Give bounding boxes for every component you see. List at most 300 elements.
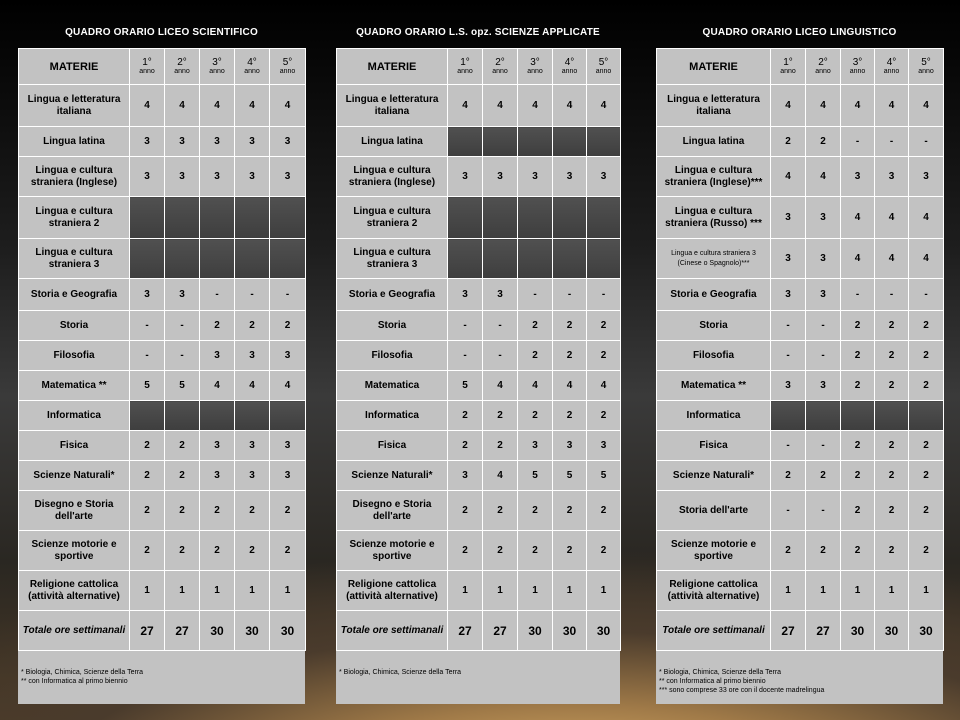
year-number: 5° [282,56,293,68]
hours-cell: 3 [806,279,841,311]
footnote: * Biologia, Chimica, Scienze della Terra [339,669,462,676]
hours-cell: 2 [553,491,587,531]
hours-cell: 3 [200,127,235,157]
not-applicable-cell [165,197,200,239]
hours-cell: 2 [875,531,909,571]
footnotes [21,668,303,686]
hours-cell: 2 [130,431,165,461]
year-header-4 [553,49,587,85]
hours-cell: 2 [909,431,944,461]
hours-cell: - [841,127,875,157]
year-number: 3° [530,56,540,68]
subject-name: Lingua latina [337,127,448,157]
not-applicable-cell [165,401,200,431]
hours-cell: - [771,311,806,341]
timetable-sheet [18,48,305,704]
hours-cell: 3 [806,239,841,279]
subject-name: Filosofia [19,341,130,371]
hours-cell: 2 [518,311,553,341]
subject-row-scienze-naturali [657,461,944,491]
year-number: 2° [495,56,505,68]
hours-cell: 2 [165,461,200,491]
year-suffix: anno [457,67,473,75]
hours-cell: 4 [909,85,944,127]
hours-cell: - [806,431,841,461]
hours-cell: 4 [841,239,875,279]
hours-cell: 2 [875,431,909,461]
hours-cell: 1 [518,571,553,611]
hours-cell: - [483,311,518,341]
year-suffix: anno [595,67,612,75]
year-header-1 [771,49,806,85]
hours-cell: - [875,127,909,157]
total-hours-cell: 30 [200,611,235,651]
hours-cell: 4 [483,371,518,401]
hours-cell: 1 [165,571,200,611]
subject-name: Informatica [657,401,771,431]
hours-cell: 4 [270,85,306,127]
hours-cell: 2 [270,491,306,531]
hours-cell: 2 [200,531,235,571]
hours-cell: 2 [200,491,235,531]
subject-row-storia-dell-arte [657,491,944,531]
subject-name: Matematica [337,371,448,401]
hours-cell: - [270,279,306,311]
hours-cell: 2 [553,311,587,341]
hours-cell: 1 [771,571,806,611]
subject-name: Informatica [19,401,130,431]
hours-cell: 2 [841,311,875,341]
hours-cell: 3 [235,341,270,371]
hours-cell: 2 [448,431,483,461]
hours-cell: 3 [235,157,270,197]
hours-cell: 2 [483,401,518,431]
hours-cell: 3 [806,197,841,239]
year-number: 4° [247,56,257,68]
hours-cell: 4 [806,157,841,197]
subject-row-scienze-naturali [337,461,621,491]
hours-cell: 2 [518,491,553,531]
hours-cell: 4 [518,85,553,127]
year-header-2 [806,49,841,85]
year-header-2 [165,49,200,85]
subject-row-storia [337,311,621,341]
total-label: Totale ore settimanali [19,611,130,651]
hours-cell: 2 [235,531,270,571]
hours-cell: 4 [909,239,944,279]
year-suffix: anno [209,67,225,75]
hours-cell: 3 [483,279,518,311]
hours-cell: 2 [130,491,165,531]
hours-cell: 3 [200,157,235,197]
subject-row-scienze-motorie-e-sportive [19,531,306,571]
hours-cell: 3 [130,279,165,311]
hours-cell: 3 [200,341,235,371]
not-applicable-cell [518,197,553,239]
hours-cell: - [587,279,621,311]
subject-row-storia [657,311,944,341]
hours-cell: - [165,311,200,341]
hours-cell: 3 [235,127,270,157]
subject-name: Lingua latina [19,127,130,157]
not-applicable-cell [483,127,518,157]
schedule-block-1 [18,0,305,720]
hours-cell: 3 [771,371,806,401]
hours-cell: 3 [235,461,270,491]
hours-cell: 4 [270,371,306,401]
hours-cell: 5 [165,371,200,401]
subject-name: Storia dell'arte [657,491,771,531]
subject-name: Matematica ** [19,371,130,401]
hours-cell: 4 [841,197,875,239]
hours-cell: - [806,491,841,531]
subject-name: Lingua e letteratura italiana [19,85,130,127]
subject-row-lingua-e-cultura-straniera-inglese [19,157,306,197]
subject-row-matematica [657,371,944,401]
subject-row-filosofia [337,341,621,371]
total-hours-cell: 30 [553,611,587,651]
not-applicable-cell [483,197,518,239]
schedule-block-2 [336,0,620,720]
total-label: Totale ore settimanali [337,611,448,651]
table-title: QUADRO ORARIO L.S. opz. SCIENZE APPLICATE [356,27,600,38]
subject-row-filosofia [19,341,306,371]
hours-cell: 2 [130,461,165,491]
not-applicable-cell [270,239,306,279]
hours-cell: 3 [553,431,587,461]
subject-row-fisica [19,431,306,461]
hours-cell: 2 [875,341,909,371]
hours-cell: 4 [875,197,909,239]
year-suffix: anno [244,67,260,75]
not-applicable-cell [587,197,621,239]
hours-cell: 3 [587,431,621,461]
subject-row-filosofia [657,341,944,371]
subject-name: Storia e Geografia [657,279,771,311]
total-hours-cell: 27 [483,611,518,651]
hours-cell: 4 [875,85,909,127]
timetable [18,48,306,651]
hours-cell: - [909,279,944,311]
subject-row-religione-cattolica-attivita-alternative [657,571,944,611]
table-title: QUADRO ORARIO LICEO SCIENTIFICO [65,27,258,38]
hours-cell: 2 [270,311,306,341]
footnote: *** sono comprese 33 ore con il docente madrelingua [659,687,825,694]
hours-cell: 2 [553,341,587,371]
hours-cell: - [483,341,518,371]
hours-cell: - [130,341,165,371]
subject-row-informatica [657,401,944,431]
not-applicable-cell [875,401,909,431]
subject-name: Storia [657,311,771,341]
hours-cell: 4 [235,371,270,401]
hours-cell: 3 [518,157,553,197]
hours-cell: 5 [553,461,587,491]
hours-cell: 2 [448,531,483,571]
header-row [337,49,621,85]
hours-cell: 2 [771,461,806,491]
not-applicable-cell [587,239,621,279]
hours-cell: 3 [909,157,944,197]
hours-cell: 2 [518,401,553,431]
hours-cell: 1 [553,571,587,611]
year-suffix: anno [492,67,508,75]
total-row [657,611,944,651]
total-hours-cell: 30 [909,611,944,651]
hours-cell: - [200,279,235,311]
subject-row-religione-cattolica-attivita-alternative [337,571,621,611]
subject-row-storia-e-geografia [337,279,621,311]
hours-cell: 2 [909,491,944,531]
table-title: QUADRO ORARIO LICEO LINGUISTICO [702,27,897,38]
year-suffix: anno [527,67,543,75]
timetable-sheet [656,48,943,704]
not-applicable-cell [553,127,587,157]
hours-cell: 2 [909,531,944,571]
subject-row-lingua-e-cultura-straniera-3 [19,239,306,279]
total-hours-cell: 30 [875,611,909,651]
hours-cell: 5 [587,461,621,491]
hours-cell: 4 [875,239,909,279]
timetable [336,48,621,651]
not-applicable-cell [587,127,621,157]
total-hours-cell: 30 [235,611,270,651]
subject-name: Storia [19,311,130,341]
hours-cell: 2 [235,491,270,531]
hours-cell: - [518,279,553,311]
subject-row-fisica [657,431,944,461]
subject-name: Storia e Geografia [337,279,448,311]
subject-name: Lingua e cultura straniera 3 (Cinese o Spagnolo)*** [657,239,771,279]
hours-cell: 1 [875,571,909,611]
hours-cell: 2 [165,431,200,461]
hours-cell: 1 [587,571,621,611]
total-hours-cell: 30 [587,611,621,651]
year-header-1 [448,49,483,85]
hours-cell: 3 [270,127,306,157]
header-row [657,49,944,85]
hours-cell: - [771,431,806,461]
subject-name: Religione cattolica (attività alternative) [19,571,130,611]
subject-name: Fisica [337,431,448,461]
hours-cell: 2 [483,531,518,571]
hours-cell: 1 [909,571,944,611]
footnote: * Biologia, Chimica, Scienze della Terra [659,669,782,676]
hours-cell: 3 [165,279,200,311]
year-number: 5° [921,56,931,68]
hours-cell: 2 [841,461,875,491]
not-applicable-cell [130,197,165,239]
hours-cell: 3 [270,461,306,491]
year-header-1 [130,49,165,85]
hours-cell: 1 [200,571,235,611]
year-number: 3° [852,56,863,68]
hours-cell: 2 [875,461,909,491]
not-applicable-cell [448,197,483,239]
subject-column-header: MATERIE [19,49,130,85]
subject-name: Fisica [657,431,771,461]
subject-row-scienze-naturali [19,461,306,491]
hours-cell: 3 [270,431,306,461]
footnote: ** con Informatica al primo biennio [21,678,128,685]
hours-cell: 4 [483,85,518,127]
hours-cell: 4 [448,85,483,127]
year-number: 3° [212,56,222,68]
hours-cell: 2 [909,371,944,401]
hours-cell: 4 [587,85,621,127]
hours-cell: 1 [841,571,875,611]
hours-cell: 3 [130,157,165,197]
year-number: 1° [783,56,793,68]
footnote: * Biologia, Chimica, Scienze della Terra [21,669,144,676]
hours-cell: 2 [909,341,944,371]
hours-cell: 4 [806,85,841,127]
year-suffix: anno [279,67,296,75]
total-hours-cell: 30 [841,611,875,651]
subject-row-lingua-e-cultura-straniera-russo [657,197,944,239]
subject-name: Lingua e cultura straniera 2 [19,197,130,239]
subject-row-lingua-latina [337,127,621,157]
not-applicable-cell [200,401,235,431]
hours-cell: 1 [483,571,518,611]
hours-cell: 3 [200,431,235,461]
hours-cell: - [235,279,270,311]
subject-row-scienze-motorie-e-sportive [337,531,621,571]
subject-row-scienze-motorie-e-sportive [657,531,944,571]
not-applicable-cell [553,239,587,279]
subject-row-lingua-e-letteratura-italiana [337,85,621,127]
subject-name: Matematica ** [657,371,771,401]
hours-cell: 4 [553,371,587,401]
hours-cell: 4 [909,197,944,239]
hours-cell: 2 [841,531,875,571]
hours-cell: - [806,311,841,341]
year-number: 4° [564,56,575,68]
not-applicable-cell [130,239,165,279]
subject-row-lingua-e-cultura-straniera-inglese [657,157,944,197]
year-number: 5° [598,56,609,68]
subject-row-disegno-e-storia-dell-arte [19,491,306,531]
subject-row-lingua-e-cultura-straniera-2 [337,197,621,239]
hours-cell: 2 [875,491,909,531]
hours-cell: 2 [806,127,841,157]
hours-cell: - [875,279,909,311]
subject-name: Lingua e cultura straniera (Inglese) [19,157,130,197]
year-number: 2° [177,56,187,68]
hours-cell: 1 [130,571,165,611]
not-applicable-cell [771,401,806,431]
hours-cell: 2 [909,311,944,341]
hours-cell: - [448,341,483,371]
hours-cell: 2 [587,311,621,341]
hours-cell: 3 [448,157,483,197]
hours-cell: - [771,491,806,531]
hours-cell: - [553,279,587,311]
hours-cell: 4 [771,85,806,127]
footnotes [659,668,941,695]
hours-cell: 2 [806,531,841,571]
not-applicable-cell [235,197,270,239]
total-hours-cell: 27 [771,611,806,651]
subject-row-religione-cattolica-attivita-alternative [19,571,306,611]
subject-row-fisica [337,431,621,461]
subject-name: Scienze motorie e sportive [657,531,771,571]
hours-cell: 4 [841,85,875,127]
not-applicable-cell [270,401,306,431]
total-hours-cell: 27 [806,611,841,651]
subject-name: Disegno e Storia dell'arte [19,491,130,531]
header-row [19,49,306,85]
not-applicable-cell [806,401,841,431]
hours-cell: 4 [235,85,270,127]
total-hours-cell: 27 [130,611,165,651]
hours-cell: 2 [806,461,841,491]
subject-name: Religione cattolica (attività alternative) [337,571,448,611]
subject-column-header: MATERIE [657,49,771,85]
subject-name: Lingua latina [657,127,771,157]
hours-cell: 2 [518,341,553,371]
hours-cell: - [165,341,200,371]
schedule-block-3 [656,0,943,720]
subject-name: Religione cattolica (attività alternative) [657,571,771,611]
subject-row-lingua-latina [19,127,306,157]
subject-row-storia [19,311,306,341]
not-applicable-cell [518,239,553,279]
subject-name: Lingua e cultura straniera (Inglese)*** [657,157,771,197]
subject-row-informatica [337,401,621,431]
subject-row-matematica [19,371,306,401]
subject-name: Lingua e cultura straniera 3 [337,239,448,279]
subject-name: Lingua e letteratura italiana [657,85,771,127]
subject-name: Scienze Naturali* [19,461,130,491]
timetable-sheet [336,48,620,704]
subject-name: Storia e Geografia [19,279,130,311]
total-label: Totale ore settimanali [657,611,771,651]
hours-cell: - [806,341,841,371]
hours-cell: 2 [553,401,587,431]
hours-cell: 4 [518,371,553,401]
hours-cell: 3 [771,279,806,311]
year-suffix: anno [918,67,934,75]
subject-row-disegno-e-storia-dell-arte [337,491,621,531]
hours-cell: 2 [875,311,909,341]
hours-cell: 4 [200,85,235,127]
year-suffix: anno [815,67,831,75]
hours-cell: 1 [806,571,841,611]
not-applicable-cell [235,401,270,431]
subject-name: Lingua e cultura straniera 2 [337,197,448,239]
hours-cell: 2 [270,531,306,571]
subject-name: Disegno e Storia dell'arte [337,491,448,531]
not-applicable-cell [518,127,553,157]
hours-cell: - [448,311,483,341]
year-suffix: anno [139,67,155,75]
hours-cell: 3 [130,127,165,157]
hours-cell: 2 [518,531,553,571]
hours-cell: 2 [200,311,235,341]
footnote: ** con Informatica al primo biennio [659,678,766,685]
hours-cell: 3 [270,341,306,371]
hours-cell: 3 [200,461,235,491]
not-applicable-cell [448,239,483,279]
subject-row-storia-e-geografia [657,279,944,311]
subject-name: Storia [337,311,448,341]
total-row [337,611,621,651]
year-suffix: anno [174,67,190,75]
hours-cell: 2 [587,401,621,431]
hours-cell: 3 [518,431,553,461]
subject-name: Lingua e cultura straniera (Russo) *** [657,197,771,239]
